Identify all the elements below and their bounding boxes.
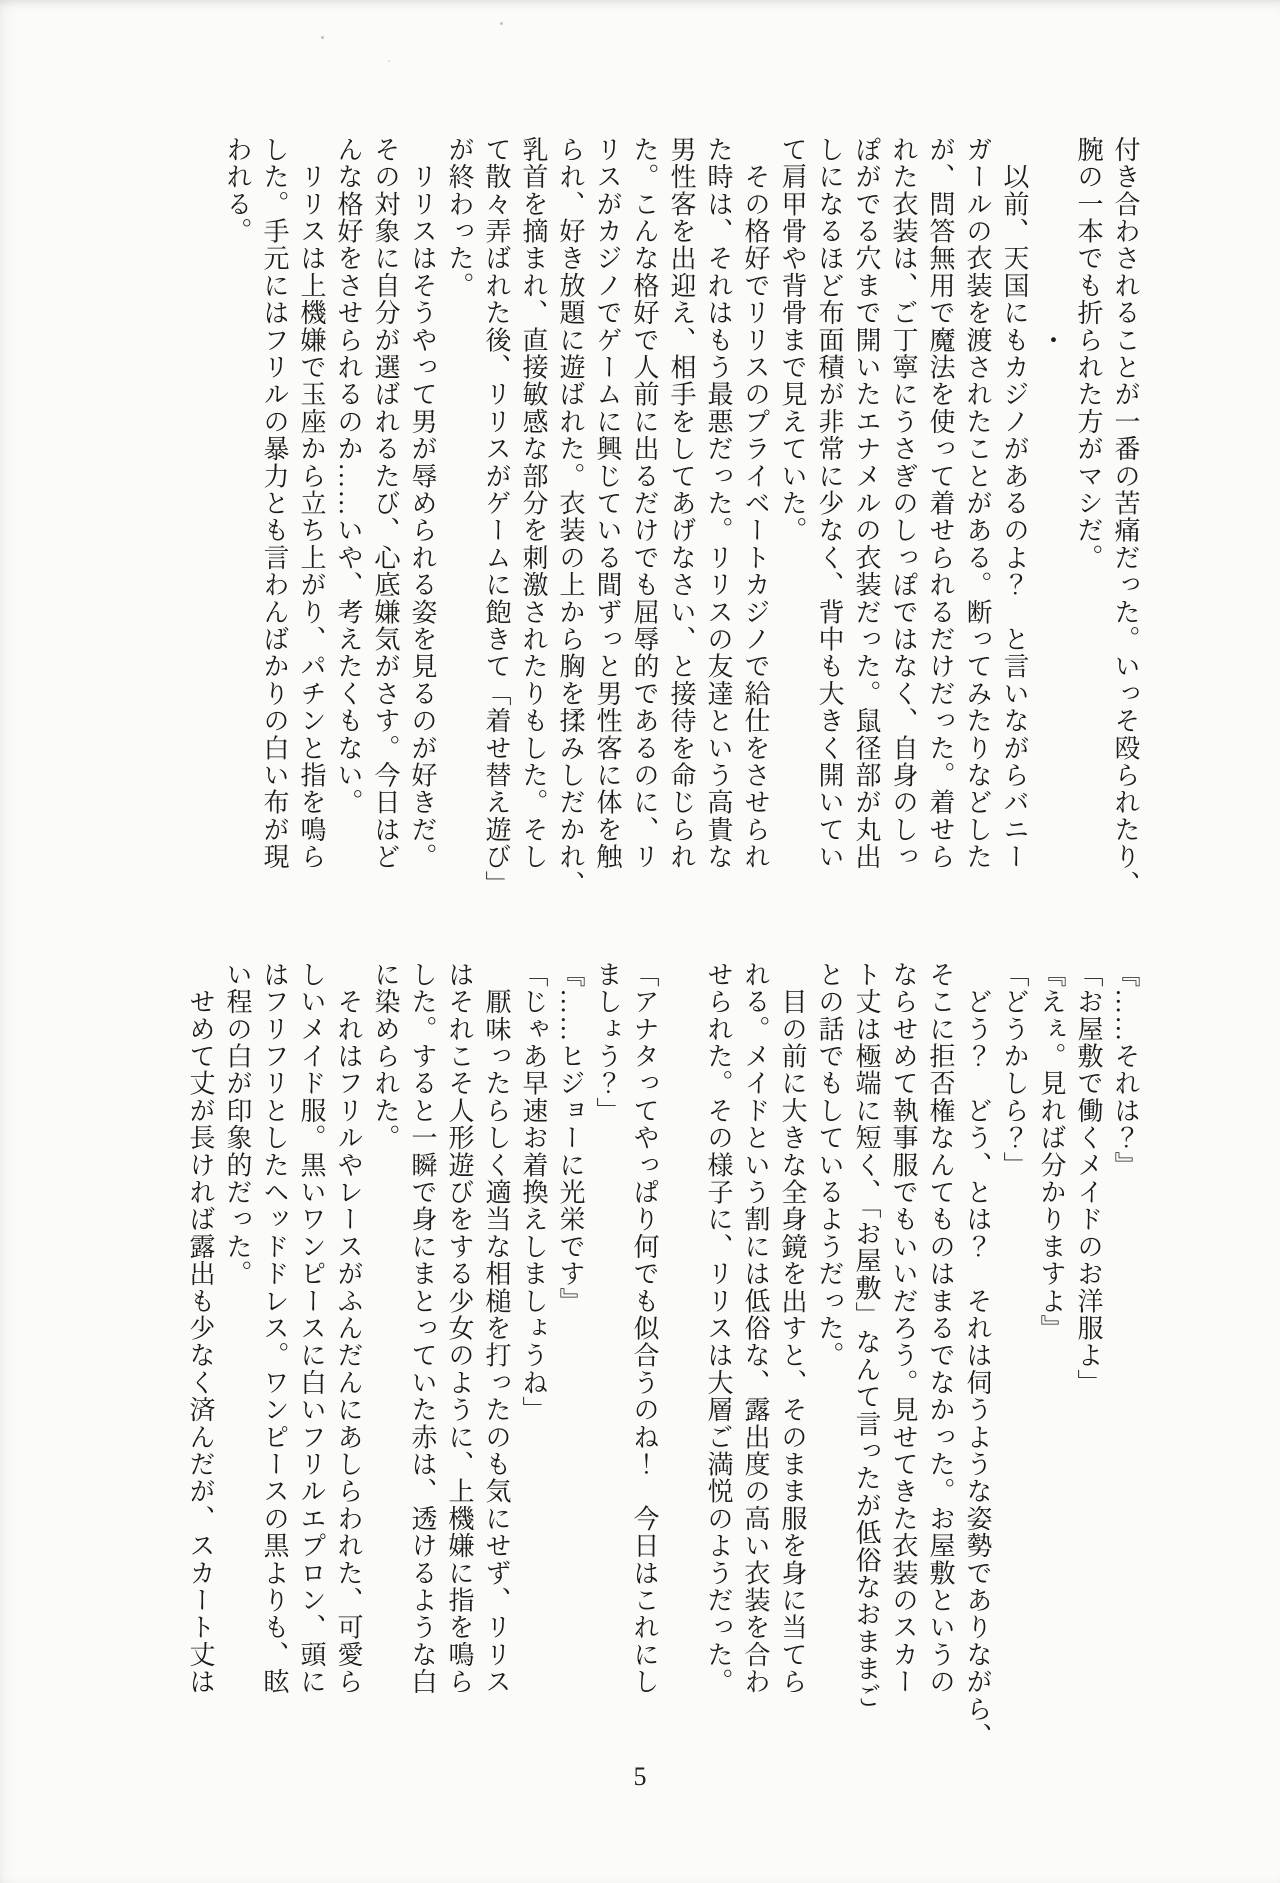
text-line: われる。	[223, 136, 252, 245]
text-line: 付き合わされることが一番の苦痛だった。いっそ殴られたり、	[1111, 136, 1140, 898]
text-line: ぽがでる穴まで開いたエナメルの衣装だった。鼠径部が丸出	[852, 136, 881, 871]
text-line: 以前、天国にもカジノがあるのよ？ と言いながらバニー	[1000, 136, 1029, 871]
text-line: れる。メイドという割には低俗な、露出度の高い衣装を合わ	[741, 961, 770, 1696]
text-line: 腕の一本でも折られた方がマシだ。	[1074, 136, 1103, 572]
text-line: リスがカジノでゲームに興じている間ずっと男性客に体を触	[593, 136, 622, 871]
text-line: ト丈は極端に短く、「お屋敷」なんて言ったが低俗なおままご	[852, 961, 881, 1710]
page-number: 5	[633, 1762, 647, 1791]
text-line: ガールの衣装を渡されたことがある。断ってみたりなどした	[963, 136, 992, 871]
text-line: した。すると一瞬で身にまとっていた赤は、透けるような白	[408, 961, 437, 1696]
text-line: 乳首を摘まれ、直接敏感な部分を刺激されたりもした。そし	[519, 136, 548, 871]
text-line: が終わった。	[445, 136, 474, 300]
text-line: 「じゃあ早速お着換えしましょうね」	[519, 961, 548, 1424]
text-line: て肩甲骨や背骨まで見えていた。	[778, 136, 807, 544]
text-line: との話でもしているようだった。	[815, 961, 844, 1369]
text-line: はそれこそ人形遊びをする少女のように、上機嫌に指を鳴ら	[445, 961, 474, 1696]
text-line: 男性客を出迎え、相手をしてあげなさい、と接待を命じられ	[667, 136, 696, 871]
text-line: 『えぇ。見れば分かりますよ』	[1037, 961, 1066, 1342]
text-line: 「アナタってやっぱり何でも似合うのね！ 今日はこれにし	[630, 961, 659, 1696]
text-line: 目の前に大きな全身鏡を出すと、そのまま服を身に当てら	[778, 961, 807, 1696]
text-line: い程の白が印象的だった。	[223, 961, 252, 1288]
text-line: それはフリルやレースがふんだんにあしらわれた、可愛ら	[334, 961, 363, 1696]
text-line: ・	[1037, 136, 1066, 354]
text-line: た。こんな格好で人前に出るだけでも屈辱的であるのに、リ	[630, 136, 659, 871]
text-line: が、問答無用で魔法を使って着せられるだけだった。着せら	[926, 136, 955, 871]
text-line: しいメイド服。黒いワンピースに白いフリルエプロン、頭に	[297, 961, 326, 1696]
text-line: 厭味ったらしく適当な相槌を打ったのも気にせず、リリス	[482, 961, 511, 1696]
text-line: 『……それは？』	[1111, 961, 1140, 1179]
text-line: られ、好き放題に遊ばれた。衣装の上から胸を揉みしだかれ、	[556, 136, 585, 898]
text-line: した。手元にはフリルの暴力とも言わんばかりの白い布が現	[260, 136, 289, 871]
scan-speck	[500, 22, 503, 25]
bottom-text-block	[182, 961, 1144, 1750]
text-line: その対象に自分が選ばれるたび、心底嫌気がさす。今日はど	[371, 136, 400, 871]
text-line: 「お屋敷で働くメイドのお洋服よ」	[1074, 961, 1103, 1397]
scan-speck	[321, 36, 324, 39]
text-line: れた衣装は、ご丁寧にうさぎのしっぽではなく、自身のしっ	[889, 136, 918, 871]
text-line: せめて丈が長ければ露出も少なく済んだが、スカート丈は	[186, 961, 215, 1696]
text-line	[663, 961, 700, 1741]
text-line: て散々弄ばれた後、リリスがゲームに飽きて「着せ替え遊び」	[482, 136, 511, 898]
text-line: そこに拒否権なんてものはまるでなかった。お屋敷というの	[926, 961, 955, 1696]
text-line: せられた。その様子に、リリスは大層ご満悦のようだった。	[704, 961, 733, 1696]
text-line: んな格好をさせられるのか……いや、考えたくもない。	[334, 136, 363, 816]
text-line: その格好でリリスのプライベートカジノで給仕をさせられ	[741, 136, 770, 871]
text-line: しになるほど布面積が非常に少なく、背中も大きく開いてい	[815, 136, 844, 871]
text-line: 『……ヒジョーに光栄です』	[556, 961, 585, 1315]
text-line: ましょう？」	[593, 961, 622, 1125]
text-line: はフリフリとしたヘッドドレス。ワンピースの黒よりも、眩	[260, 961, 289, 1696]
text-line: ならせめて執事服でもいいだろう。見せてきた衣装のスカー	[889, 961, 918, 1696]
text-line: どう？ どう、とは？ それは伺うような姿勢でありながら、	[963, 961, 992, 1750]
text-line: た時は、それはもう最悪だった。リリスの友達という高貴な	[704, 136, 733, 871]
scan-speck	[388, 60, 390, 62]
text-line: リリスは上機嫌で玉座から立ち上がり、パチンと指を鳴ら	[297, 136, 326, 871]
top-text-block	[219, 136, 1144, 916]
text-line: に染められた。	[371, 961, 400, 1152]
text-line: 「どうかしら？」	[1000, 961, 1029, 1179]
text-line: リリスはそうやって男が辱められる姿を見るのが好きだ。	[408, 136, 437, 871]
